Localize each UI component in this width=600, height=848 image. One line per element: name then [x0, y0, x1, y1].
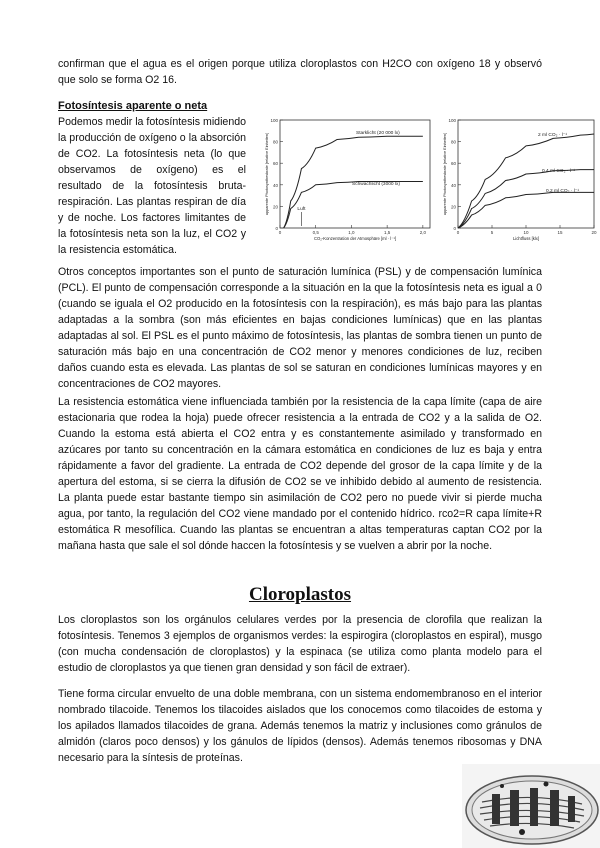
y-tick-label: 100 [448, 118, 456, 123]
annotation-label: Luft [297, 207, 306, 212]
x-axis-label: Lichtfluss [klx] [512, 236, 540, 241]
series-label: 0,4 ml CO₂ · l⁻¹ [542, 169, 575, 174]
x-tick-label: 1,0 [348, 230, 355, 235]
x-tick-label: 2,0 [419, 230, 426, 235]
series-label: Starklicht (20 000 lx) [356, 131, 400, 136]
y-tick-label: 40 [272, 182, 278, 188]
x-tick-label: 15 [557, 230, 563, 235]
y-tick-label: 60 [272, 161, 278, 167]
series-label: 0,2 ml CO₂ · l⁻¹ [546, 189, 579, 194]
stomatal-resistance-paragraph: La resistencia estomática viene influenciada también por la resistencia de la capa límite (capa de aire estacionaria que rodea la hoja) puede ofrecer resistencia a la entrada de CO2 y a la salida de O2. Cuando la estoma está abierta el CO2 entra y es constantemente asimilado y transformado en azúcares por tanto su concentración en la cámara estomática en condiciones de luz es baja y entra rápidamente a favor del gradiente. La entrada de CO2 depende del grosor de la capa límite y de la apertura del estoma, si se cierra la difusión de CO2 se ve inhibido debido al aumento de resistencia. La planta puede estar bastante tiempo sin asimilación de CO2 pero no puede vivir si pierde mucha agua, por tanto, la regulación del CO2 viene mandado por el contenido hídrico. rco2=R capa límite+R estomática R mesofílica. Cuando las plantas se encuentran a altas temperaturas captan CO2 por la mañana hasta que sale el sol dónde haccen la fotosíntesis y se vuelven a abrir por la noche. [58, 396, 542, 552]
series-line [284, 182, 423, 228]
x-tick-label: 20 [591, 230, 597, 235]
x-axis-label: CO₂-Konzentration der Atmosphäre [ml · l⁻¹] [313, 236, 397, 241]
chart-light-flux [432, 112, 600, 250]
chloroplasts-paragraph-1: Los cloroplastos son los orgánulos celulares verdes por la presencia de clorofila que realizan la fotosíntesis. Tenemos 3 ejemplos de organismos verdes: la espirogira (cloroplastos en espiral), musgo (con mucha condensación de cloroplastos) y la espinaca (se utiliza como planta modelo para el estudio de cloroplastos ya que tienen gran densidad y son fácil de extraer). [58, 614, 542, 674]
intro-paragraph: confirman que el agua es el origen porque utiliza cloroplastos con H2CO con oxígeno 18 y observó que solo se forma O2 16. [58, 58, 542, 86]
x-tick-label: 0,5 [312, 230, 319, 235]
series-line [458, 170, 594, 228]
y-tick-label: 0 [275, 226, 278, 231]
chloroplast-micrograph [462, 764, 600, 848]
y-axis-label: apparente Photosynthesbrate [relative Einheiten] [265, 132, 269, 216]
series-line [458, 134, 594, 228]
y-tick-label: 20 [272, 204, 278, 210]
y-tick-label: 80 [272, 139, 278, 145]
chart-co2-concentration [252, 112, 442, 250]
x-tick-label: 1,5 [384, 230, 391, 235]
section-heading-apparent-photosynthesis: Fotosíntesis aparente o neta [58, 100, 208, 112]
y-tick-label: 40 [450, 182, 456, 188]
chloroplasts-title: Cloroplastos [248, 584, 352, 605]
chloroplasts-paragraph-2: Tiene forma circular envuelto de una doble membrana, con un sistema endomembranoso en el interior nombrado tilacoide. Tenemos los tilacoides aislados que los conocemos como tilacoides de estoma y los apilados llamados tilacoides de grana. Además tenemos la matriz y inclusiones como gránulos de almidón (claros poco densos) y los gánulos de lípidos (densos). Además tenemos ribosomas y DNA necesario para la síntesis de proteínas. [58, 688, 542, 764]
x-tick-label: 5 [490, 230, 494, 235]
y-tick-label: 0 [453, 226, 456, 231]
saturation-compensation-paragraph: Otros conceptos importantes son el punto de saturación lumínica (PSL) y de compensación lumínica (PCL). El punto de compensación corresponde a la situación en la que la fotosíntesis neta es igual a 0 (cuando se iguala el O2 producido en la fotosíntesis con la respiración), es más bajo para las plantas adaptadas a la sombra (son más eficientes en bajas condiciones lumínicas) que en las plantas adaptadas al sol. El PSL es el punto máximo de fotosíntesis, las plantas de sombra tienen un punto de saturación más bajo en una concentración de CO2 menor y menores condiciones de luz, reciben daños cuando esta es elevada. Las plantas de sol se saturan en condiciones lumínicas mayores y en concentraciones de CO2 mayores. [58, 266, 542, 390]
x-tick-label: 10 [523, 230, 529, 235]
x-tick-label: 0 [278, 230, 282, 235]
y-axis-label: apparente Photosynthesbrate [relative Einheiten] [443, 132, 447, 216]
series-line [458, 192, 594, 228]
net-photosynthesis-paragraph: Podemos medir la fotosíntesis midiendo la producción de oxígeno o la absorción de CO2. La fotosíntesis neta (lo que observamos de oxígeno) es el resultado de la fotosíntesis bruta-respiración. Las plantas respiran de día y de noche. Los factores limitantes de la fotosíntesis neta son la luz, el CO2 y la resistencia estomática. [58, 116, 246, 256]
y-tick-label: 20 [450, 204, 456, 210]
y-tick-label: 80 [450, 139, 456, 145]
x-tick-label: 0 [456, 230, 460, 235]
series-label: 2 ml CO₂ · l⁻¹ [538, 133, 567, 138]
series-label: Schwachlicht (3000 lx) [352, 182, 400, 187]
y-tick-label: 100 [270, 118, 278, 123]
y-tick-label: 60 [450, 161, 456, 167]
